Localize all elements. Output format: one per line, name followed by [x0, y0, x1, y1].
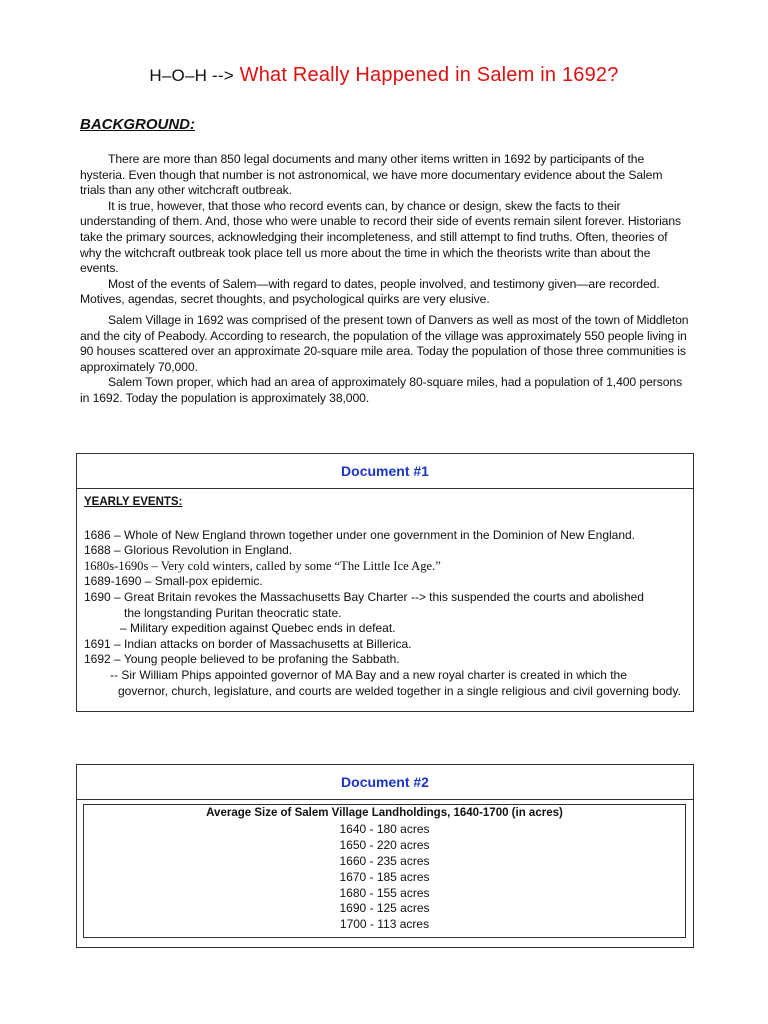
event-item: 1690 – Great Britain revokes the Massachusetts Bay Charter --> this suspended the courts and abolished — [84, 589, 644, 604]
background-section-a — [80, 152, 690, 308]
table-row: 1690 - 125 acres — [339, 901, 430, 916]
event-item: 1689-1690 – Small-pox epidemic. — [84, 574, 263, 589]
event-item: 1680s-1690s – Very cold winters, called by some “The Little Ice Age.” — [84, 558, 441, 573]
background-paragraph: Salem Town proper, which had an area of approximately 80-square miles, had a population of 1,400 persons in 1692. Today the population is approximately 38,000. — [80, 375, 683, 405]
table-row: 1670 - 185 acres — [339, 869, 430, 884]
event-item: -- Sir William Phips appointed governor of MA Bay and a new royal charter is created in which the — [110, 667, 627, 682]
table-row: 1700 - 113 acres — [339, 917, 430, 932]
background-section-b — [80, 313, 690, 407]
table-row: 1640 - 180 acres — [339, 821, 430, 836]
document-2-header: Document #2 — [77, 765, 693, 800]
background-paragraph: Salem Village in 1692 was comprised of the present town of Danvers as well as most of the town of Middleton and the city of Peabody. According to research, the population of the village was approximately 550 people living in 90 houses scattered over an approximate 20-square mile area. Today the population of those three communities is approximately 70,000. — [80, 313, 689, 374]
landholdings-table — [83, 804, 686, 938]
background-paragraph: It is true, however, that those who record events can, by chance or design, skew the facts to their understanding of them. And, those who were unable to record their side of events remain silent forever. Historians take the primary sources, acknowledging their incompleteness, and still attempt to find truths. Often, theories of why the witchcraft outbreak took place tell us more about the time in which the theorists write than about the events. — [80, 198, 682, 276]
background-paragraph: There are more than 850 legal documents and many other items written in 1692 by participants of the hysteria. Even though that number is not astronomical, we have more documentary evidence about the Salem trials than any other witchcraft outbreak. — [80, 152, 663, 198]
table-row: 1650 - 220 acres — [339, 837, 430, 852]
background-paragraph: Most of the events of Salem—with regard to dates, people involved, and testimony given—are recorded. Motives, agendas, secret thoughts, and psychological quirks are very elusive. — [80, 276, 660, 307]
event-item: 1692 – Young people believed to be profaning the Sabbath. — [84, 652, 400, 667]
table-row: 1680 - 155 acres — [339, 885, 430, 900]
document-1-body — [77, 489, 693, 699]
event-item: 1686 – Whole of New England thrown together under one government in the Dominion of New England. — [84, 527, 636, 542]
page-title — [0, 64, 768, 87]
background-heading: BACKGROUND: — [80, 116, 195, 133]
title-main: What Really Happened in Salem in 1692? — [239, 64, 619, 86]
table-row: 1660 - 235 acres — [339, 853, 430, 868]
title-prefix: H–O–H --> — [149, 66, 234, 85]
event-item: 1691 – Indian attacks on border of Massachusetts at Billerica. — [84, 636, 412, 651]
document-1-header: Document #1 — [77, 454, 693, 489]
document-1-box — [76, 453, 694, 712]
event-item: 1688 – Glorious Revolution in England. — [84, 543, 293, 558]
landholdings-table-title: Average Size of Salem Village Landholdings, 1640-1700 (in acres) — [206, 807, 563, 819]
event-item: – Military expedition against Quebec ends in defeat. — [120, 621, 396, 636]
document-2-box — [76, 764, 694, 948]
event-item: the longstanding Puritan theocratic state. — [124, 605, 342, 620]
yearly-events-heading: YEARLY EVENTS: — [84, 496, 183, 508]
event-item: governor, church, legislature, and courts are welded together in a single religious and civil governing body. — [118, 683, 681, 698]
